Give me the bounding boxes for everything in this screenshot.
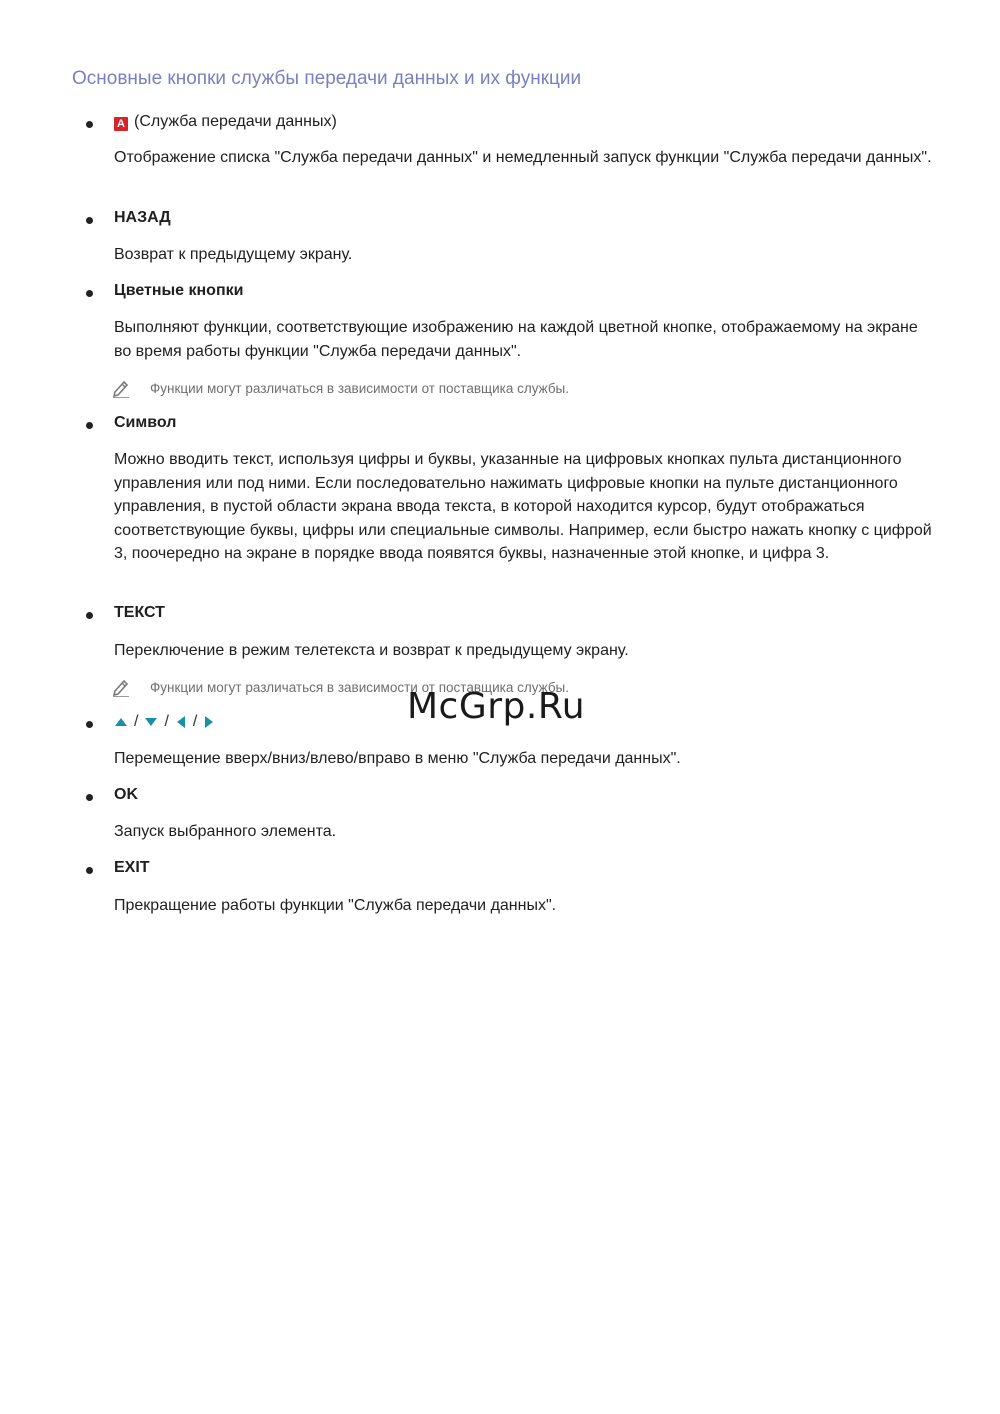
item-heading: OK	[114, 786, 138, 803]
bullet	[86, 867, 93, 874]
note	[112, 378, 932, 402]
note-text: Функции могут различаться в зависимости от поставщика службы.	[150, 381, 570, 396]
item-description: Перемещение вверх/вниз/влево/вправо в меню "Служба передачи данных".	[114, 750, 681, 767]
bullet	[86, 721, 93, 728]
bullet	[86, 422, 93, 429]
item-description: Отображение списка "Служба передачи данных" и немедленный запуск функции "Служба передачи данных".	[114, 149, 932, 166]
item-heading: EXIT	[114, 859, 150, 876]
bullet	[86, 794, 93, 801]
watermark: McGrp.Ru	[407, 686, 586, 727]
item-description: Переключение в режим телетекста и возврат к предыдущему экрану.	[114, 642, 629, 659]
bullet	[86, 121, 93, 128]
bullet	[86, 290, 93, 297]
item-description: Возврат к предыдущему экрану.	[114, 246, 353, 263]
up-arrow-icon	[114, 716, 128, 728]
a-button-icon: A	[114, 117, 128, 131]
item-heading: ТЕКСТ	[114, 604, 165, 621]
pencil-icon	[112, 677, 130, 697]
bullet	[86, 217, 93, 224]
item-heading: Цветные кнопки	[114, 282, 244, 299]
note-text: Функции могут различаться в зависимости от поставщика службы.	[150, 680, 570, 695]
down-arrow-icon	[144, 716, 158, 728]
arrow-keys: / / /	[114, 713, 215, 731]
item-description: Прекращение работы функции "Служба передачи данных".	[114, 897, 557, 914]
bullet	[86, 612, 93, 619]
right-arrow-icon	[203, 715, 215, 729]
item-description: Выполняют функции, соответствующие изображению на каждой цветной кнопке, отображаемому на экране во время работы функции "Служба передачи данных".	[114, 319, 918, 360]
item-description: Запуск выбранного элемента.	[114, 823, 337, 840]
item-heading: Символ	[114, 414, 177, 431]
pencil-icon	[112, 378, 130, 398]
item-heading: НАЗАД	[114, 209, 171, 226]
left-arrow-icon	[175, 715, 187, 729]
item-heading: A (Служба передачи данных)	[114, 113, 337, 131]
item-description: Можно вводить текст, используя цифры и буквы, указанные на цифровых кнопках пульта дистанционного управления или под ними. Если последовательно нажимать цифровые кнопки на пульте дистанционного управления, в пустой области экрана ввода текста, в которой находится курсор, будут отображаться соответствующие буквы, цифры или специальные символы. Например, если быстро нажать кнопку с цифрой 3, поочередно на экране в порядке ввода появятся буквы, назначенные этой кнопке, и цифра 3.	[114, 451, 932, 563]
item-heading	[114, 713, 215, 733]
page-title: Основные кнопки службы передачи данных и их функции	[72, 68, 582, 89]
